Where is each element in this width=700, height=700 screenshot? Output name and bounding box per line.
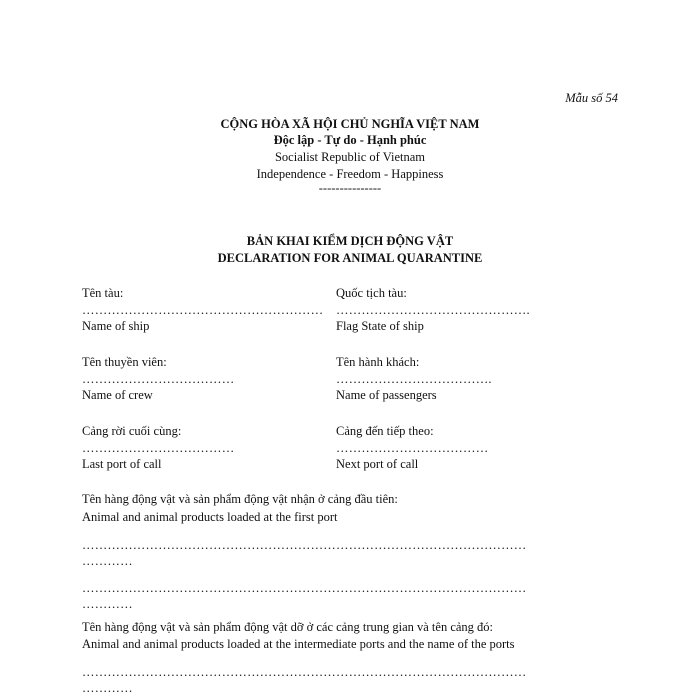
passengers-label-vi: Tên hành khách: (336, 355, 420, 369)
country-name-en: Socialist Republic of Vietnam (274, 150, 426, 164)
passengers-label-en: Name of passengers (336, 388, 437, 402)
first-port-field-line-2-end[interactable]: ………… (82, 597, 133, 611)
intermediate-label-en: Animal and animal products loaded at the intermediate ports and the name of the ports (82, 637, 515, 651)
crew-label-vi: Tên thuyền viên: (82, 355, 167, 369)
intermediate-field-line-1[interactable]: …………………………………………………………………………………………… (82, 665, 527, 679)
first-port-field-line-2[interactable]: …………………………………………………………………………………………… (82, 581, 527, 595)
header-divider: --------------- (318, 181, 382, 195)
flag-state-label-en: Flag State of ship (336, 319, 424, 333)
first-port-label-vi: Tên hàng động vật và sản phẩm động vật nhận ở cảng đầu tiên: (82, 492, 398, 506)
motto-en: Independence - Freedom - Happiness (256, 167, 444, 181)
last-port-label-vi: Cảng rời cuối cùng: (82, 424, 182, 438)
first-port-field-line-1[interactable]: …………………………………………………………………………………………… (82, 538, 527, 552)
ship-name-label-en: Name of ship (82, 319, 150, 333)
ship-name-label-vi: Tên tàu: (82, 286, 124, 300)
last-port-field[interactable]: ……………………………… (82, 441, 235, 455)
flag-state-label-vi: Quốc tịch tàu: (336, 286, 407, 300)
title-vi: BẢN KHAI KIỂM DỊCH ĐỘNG VẬT (246, 234, 454, 248)
passengers-field[interactable]: ………………………………. (336, 372, 492, 386)
form-number: Mẫu số 54 (565, 91, 618, 105)
next-port-label-en: Next port of call (336, 457, 419, 471)
crew-field[interactable]: ……………………………… (82, 372, 235, 386)
country-name-vi: CỘNG HÒA XÃ HỘI CHỦ NGHĨA VIỆT NAM (220, 117, 480, 131)
next-port-label-vi: Cảng đến tiếp theo: (336, 424, 434, 438)
flag-state-field[interactable]: ………………………………………. (336, 303, 530, 317)
intermediate-label-vi: Tên hàng động vật và sản phẩm động vật dỡ ở các cảng trung gian và tên cảng đó: (82, 620, 494, 634)
first-port-label-en: Animal and animal products loaded at the first port (82, 510, 338, 524)
intermediate-field-line-1-end[interactable]: ………… (82, 681, 133, 695)
last-port-label-en: Last port of call (82, 457, 162, 471)
motto-vi: Độc lập - Tự do - Hạnh phúc (273, 133, 427, 147)
ship-name-field[interactable]: ………………………………………………… (82, 303, 324, 317)
title-en: DECLARATION FOR ANIMAL QUARANTINE (217, 251, 483, 265)
next-port-field[interactable]: ……………………………… (336, 441, 489, 455)
crew-label-en: Name of crew (82, 388, 153, 402)
first-port-field-line-1-end[interactable]: ………… (82, 554, 133, 568)
